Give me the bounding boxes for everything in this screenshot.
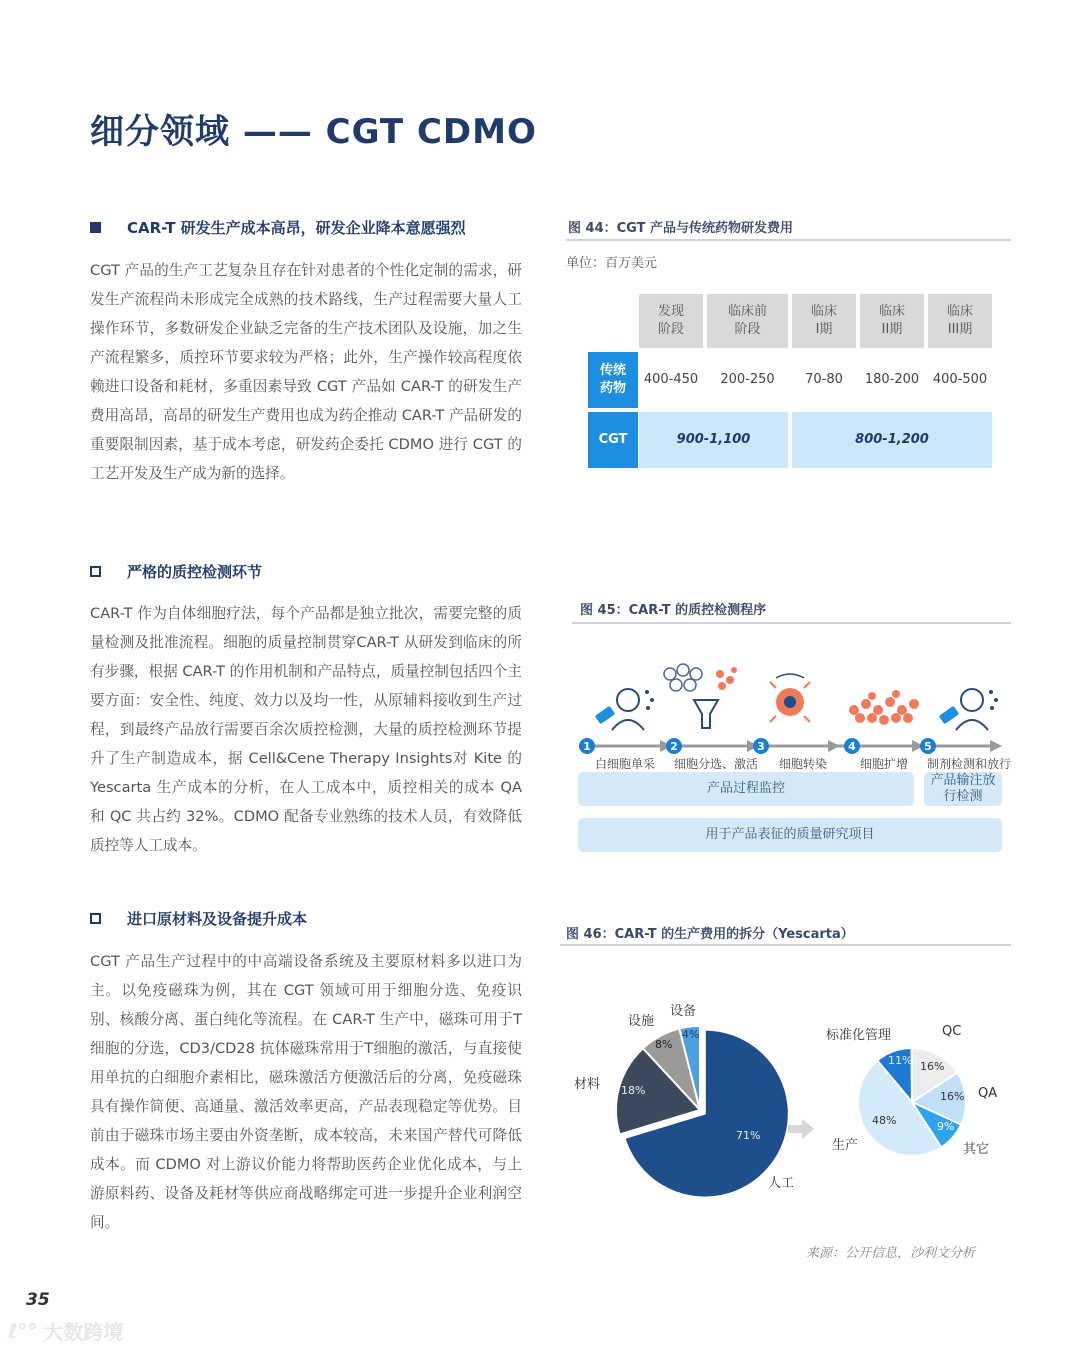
blood-bag-icon <box>595 706 615 725</box>
pie-pct-other: 9% <box>937 1120 955 1133</box>
funnel-icon <box>694 700 718 728</box>
arrow-head-icon <box>828 740 840 752</box>
process-monitoring-bar: 产品过程监控 <box>578 772 914 806</box>
square-bullet-icon <box>90 566 101 577</box>
step-label: 制剂检测和放行 <box>927 757 1012 771</box>
section-heading-text: 进口原材料及设备提升成本 <box>127 910 308 928</box>
pie-label-standard-mgmt: 标准化管理 <box>826 1028 892 1043</box>
square-bullet-icon <box>90 222 101 233</box>
patient-icon <box>956 689 998 730</box>
step-label: 细胞分选、激活 <box>674 757 759 771</box>
figure-45-title: 图 45：CAR-T 的质控检测程序 <box>580 603 767 618</box>
cgt-value-cell: 800-1,200 <box>792 412 992 468</box>
pie-pct-equipment: 4% <box>682 1028 700 1041</box>
pie-label-equipment: 设备 <box>670 1004 697 1019</box>
section-body-qc: CAR-T 作为自体细胞疗法，每个产品都是独立批次，需要完整的质量检测及批准流程。细胞的质量控制贯穿CAR-T 从研发到临床的所有步骤，根据 CAR-T 的作用机制和产品特点，质量控制包括四个主要方面：安全性、纯度、效力以及均一性，从原辅料接收到生产过程，到最终产品放行需要百余次质控检测，大量的质控检测环节提升了生产制造成本，据 Cell&Cene Therapy Insights对 Kite 的 Yescarta 生产成本的分析，在人工成本中，质控相关的成本 QA 和 QC 共占约 32%。CDMO 配备专业熟练的技术人员，有效降低质控等人工成本。 <box>90 605 522 854</box>
watermark-text: 大数跨境 <box>43 1320 124 1344</box>
pie-pct-qc: 16% <box>920 1060 945 1073</box>
section-heading-cost <box>90 217 466 238</box>
cell-cluster-icon <box>664 664 737 691</box>
section-body-cost: CGT 产品的生产工艺复杂且存在针对患者的个性化定制的需求，研发生产流程尚未形成完全成熟的技术路线，生产过程需要大量人工操作环节，多数研发企业缺乏完备的生产技术团队及设施，加之生产流程繁多，质控环节要求较为严格；此外，生产操作较高程度依赖进口设备和耗材，多重因素导致 CGT 产品如 CAR-T 的研发生产费用高昂，高昂的研发生产费用也成为药企推动 CAR-T 产品研发的重要限制因素，基于成本考虑，研发药企委托 CDMO 进行 CGT 的工艺开发及生产成为新的选择。 <box>90 262 522 482</box>
pie-pct-standard-mgmt: 11% <box>888 1054 913 1067</box>
expanded-cells-icon <box>849 690 919 725</box>
pie-label-other: 其它 <box>963 1142 990 1157</box>
section-body-import: CGT 产品生产过程中的中高端设备系统及主要原材料多以进口为主。以免疫磁珠为例，其在 CGT 领域可用于细胞分选、免疫识别、核酸分离、蛋白纯化等流程。在 CAR-T 生产中，磁珠可用于T细胞的分选，CD3/CD28 抗体磁珠常用于T细胞的激活，与直接使用单抗的白细胞介素相比，磁珠激活方便激活后的分离，免疫磁珠具有操作简便、高通量、激活效率更高，产品表现稳定等优势。目前由于磁珠市场主要由外资垄断，成本较高，未来国产替代可降低成本。而 CDMO 对上游议价能力将帮助医药企业优化成本，与上游原料药、设备及耗材等供应商战略绑定可进一步提升企业利润空间。 <box>90 953 522 1231</box>
table-cell: 400-500 <box>932 372 988 387</box>
figure-45-divider <box>572 622 1011 624</box>
step-label: 细胞转染 <box>779 757 828 771</box>
table-cell: 180-200 <box>864 372 920 387</box>
pie-pct-production: 48% <box>872 1114 897 1127</box>
table-header-cell: 临床 I期 <box>792 294 856 348</box>
arrow-right-icon <box>786 1116 816 1142</box>
step-number: 5 <box>920 738 936 754</box>
section-heading-import <box>90 908 307 929</box>
cgt-value-cell: 900-1,100 <box>639 412 788 468</box>
step-number: 3 <box>753 738 769 754</box>
pie-pct-labor: 71% <box>736 1129 761 1142</box>
page-number: 35 <box>26 1290 50 1310</box>
table-header-cell: 发现 阶段 <box>639 294 703 348</box>
section-heading-qc <box>90 561 262 582</box>
figure-44-title: 图 44：CGT 产品与传统药物研发费用 <box>568 221 793 236</box>
step-label: 细胞扩增 <box>860 757 909 771</box>
pie-label-qa: QA <box>978 1086 998 1101</box>
pie-label-production: 生产 <box>832 1138 859 1153</box>
quality-study-bar: 用于产品表征的质量研究项目 <box>578 818 1002 852</box>
page-title: 细分领域 —— CGT CDMO <box>90 112 537 152</box>
table-cell: 400-450 <box>643 372 699 387</box>
pie-pct-material: 18% <box>621 1084 646 1097</box>
figure-44-divider <box>566 239 1011 241</box>
table-cell: 200-250 <box>720 372 775 387</box>
pie-label-facility: 设施 <box>628 1014 655 1029</box>
arrow-head-icon <box>990 740 1002 752</box>
figure-46-title: 图 46：CAR-T 的生产费用的拆分（Yescarta） <box>566 927 854 942</box>
row-label-traditional: 传统 药物 <box>588 352 638 408</box>
table-header-cell: 临床 III期 <box>928 294 992 348</box>
transfected-cell-icon <box>770 674 810 722</box>
table-cell: 70-80 <box>805 372 843 387</box>
row-label-cgt: CGT <box>588 412 638 468</box>
step-number: 1 <box>579 738 595 754</box>
pie-label-material: 材料 <box>574 1077 601 1092</box>
square-bullet-icon <box>90 913 101 924</box>
figure-44-unit: 单位：百万美元 <box>566 256 658 271</box>
watermark-logo-icon: ℓ°° <box>8 1318 38 1343</box>
qc-process-illustration <box>572 652 1012 752</box>
pie-pct-facility: 8% <box>655 1038 673 1051</box>
infusion-bag-icon <box>939 706 959 725</box>
pie-label-qc: QC <box>942 1024 962 1039</box>
section-heading-text: CAR-T 研发生产成本高昂，研发企业降本意愿强烈 <box>127 219 466 237</box>
step-label: 白细胞单采 <box>595 757 656 771</box>
table-header-cell: 临床前 阶段 <box>707 294 788 348</box>
table-header-cell: 临床 II期 <box>860 294 924 348</box>
production-cost-pie <box>610 1018 790 1198</box>
figure-46-divider <box>560 944 1011 946</box>
pie-label-labor: 人工 <box>768 1176 795 1191</box>
watermark <box>8 1316 123 1345</box>
pie-pct-qa: 16% <box>940 1090 965 1103</box>
step-number: 2 <box>666 738 682 754</box>
section-heading-text: 严格的质控检测环节 <box>127 563 263 581</box>
step-number: 4 <box>844 738 860 754</box>
source-note: 来源：公开信息，沙利文分析 <box>806 1246 976 1261</box>
patient-icon <box>612 689 654 730</box>
release-test-bar: 产品输注放行检测 <box>924 772 1002 806</box>
